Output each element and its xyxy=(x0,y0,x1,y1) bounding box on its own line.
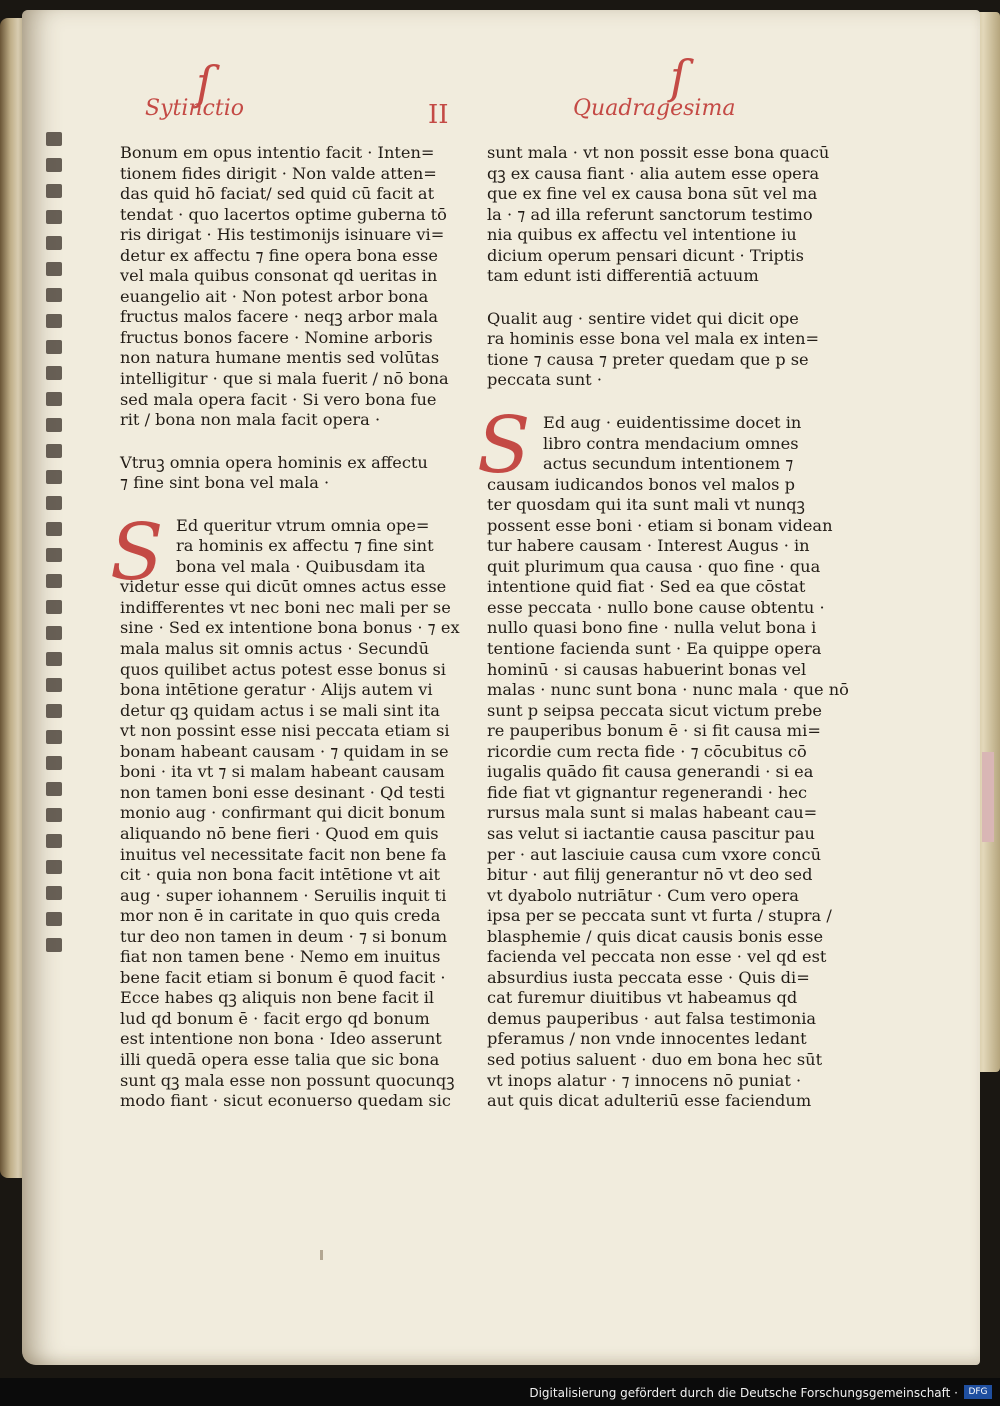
text-line: hominū · si causas habuerint bonas vel xyxy=(487,659,807,679)
text-line: aliquando nō bene fieri · Quod em quis xyxy=(120,823,439,843)
text-line: re pauperibus bonum ē · si fit causa mi= xyxy=(487,721,821,741)
text-line: intelligitur · que si mala fuerit / nō bona xyxy=(120,369,449,389)
text-line: sunt p seipsa peccata sicut victum prebe xyxy=(487,700,822,720)
text-line: ra hominis esse bona vel mala ex inten= xyxy=(487,329,820,349)
text-column-right xyxy=(477,143,849,1112)
text-line: sas velut si iactantie causa pascitur pau xyxy=(487,823,815,843)
text-line: tur deo non tamen in deum · ⁊ si bonum xyxy=(120,926,448,946)
ink-mark xyxy=(320,1250,323,1260)
text-line: vt inops alatur · ⁊ innocens nō puniat · xyxy=(487,1070,802,1090)
heading-flourish-left: ſ xyxy=(196,56,214,110)
text-line: tendat · quo lacertos optime guberna tō xyxy=(120,204,447,224)
text-line: iugalis quādo fit causa generandi · si ea xyxy=(487,762,814,782)
text-line: que ex fine vel ex causa bona sūt vel ma xyxy=(487,184,818,204)
text-line: Ecce habes qꝫ aliquis non bene facit il xyxy=(120,988,435,1008)
text-line: est intentione non bona · Ideo asserunt xyxy=(120,1029,442,1049)
text-column-left xyxy=(110,143,460,1112)
paragraph-with-initial xyxy=(477,401,849,1112)
paragraph-with-initial xyxy=(110,507,460,1112)
text-line: non natura humane mentis sed volūtas xyxy=(120,348,440,368)
text-line: aut quis dicat adulteriū esse faciendum xyxy=(487,1091,812,1111)
running-head-left: Sytinctio xyxy=(145,96,244,121)
paragraph xyxy=(487,143,830,287)
text-line: bona vel mala · Quibusdam ita xyxy=(176,556,426,576)
text-line: malas · nunc sunt bona · nunc mala · que nō xyxy=(487,680,849,700)
text-line: Ed queritur vtrum omnia ope= xyxy=(176,515,430,535)
text-line: esse peccata · nullo bone cause obtentu · xyxy=(487,597,825,617)
text-line: sed potius saluent · duo em bona hec sūt xyxy=(487,1049,823,1069)
text-line: actus secundum intentionem ⁊ xyxy=(543,454,794,474)
text-line: boni · ita vt ⁊ si malam habeant causam xyxy=(120,762,445,782)
text-line: nia quibus ex affectu vel intentione iu xyxy=(487,225,797,245)
text-line: sed mala opera facit · Si vero bona fue xyxy=(120,389,437,409)
text-line: blasphemie / quis dicat causis bonis esse xyxy=(487,926,824,946)
text-line: inuitus vel necessitate facit non bene fa xyxy=(120,844,447,864)
text-line: vel mala quibus consonat qd ueritas in xyxy=(120,266,438,286)
text-line: monio aug · confirmant qui dicit bonum xyxy=(120,803,446,823)
text-line: detur ex affectu ⁊ fine opera bona esse xyxy=(120,245,438,265)
text-line: detur qꝫ quidam actus i se mali sint ita xyxy=(120,700,440,720)
text-line: ra hominis ex affectu ⁊ fine sint xyxy=(176,536,434,556)
text-line: Ed aug · euidentissime docet in xyxy=(543,413,802,433)
text-line: dicium operum pensari dicunt · Triptis xyxy=(487,245,804,265)
text-line: ipsa per se peccata sunt vt furta / stupra / xyxy=(487,906,832,926)
text-line: indifferentes vt nec boni nec mali per se xyxy=(120,597,451,617)
text-line: per · aut lasciuie causa cum vxore concū xyxy=(487,844,821,864)
text-line: rursus mala sunt si malas habeant cau= xyxy=(487,803,818,823)
text-line: causam iudicandos bonos vel malos p xyxy=(487,474,795,494)
text-line: tionem fides dirigit · Non valde atten= xyxy=(120,163,437,183)
text-line: sunt mala · vt non possit esse bona quacū xyxy=(487,143,830,162)
text-line: tur habere causam · Interest Augus · in xyxy=(487,536,810,556)
text-line: la · ⁊ ad illa referunt sanctorum testimo xyxy=(487,204,813,224)
running-head-number: II xyxy=(428,100,449,130)
text-line: bene facit etiam si bonum ē quod facit · xyxy=(120,967,446,987)
running-head-right: Quadragesima xyxy=(573,96,736,121)
text-line: vt dyabolo nutriātur · Cum vero opera xyxy=(487,885,799,905)
dfg-logo: DFG xyxy=(964,1385,992,1399)
text-line: tione ⁊ causa ⁊ preter quedam que p se xyxy=(487,349,809,369)
text-line: fide fiat vt gignantur regenerandi · hec xyxy=(487,782,808,802)
text-line: ⁊ fine sint bona vel mala · xyxy=(120,473,330,493)
text-line: ricordie cum recta fide · ⁊ cōcubitus cō xyxy=(487,741,807,761)
text-line: qꝫ ex causa fiant · alia autem esse opera xyxy=(487,163,820,183)
text-line: pferamus / non vnde innocentes ledant xyxy=(487,1029,807,1049)
text-line: intentione quid fiat · Sed ea que cōstat xyxy=(487,577,806,597)
text-line: bona intētione geratur · Alijs autem vi xyxy=(120,680,433,700)
text-line: sine · Sed ex intentione bona bonus · ⁊ ex xyxy=(120,618,460,638)
text-line: demus pauperibus · aut falsa testimonia xyxy=(487,1008,817,1028)
text-line: bitur · aut filij generantur nō vt deo sed xyxy=(487,865,813,885)
text-line: cit · quia non bona facit intētione vt ait xyxy=(120,865,440,885)
text-line: cat furemur diuitibus vt habeamus qd xyxy=(487,988,798,1008)
text-line: modo fiant · sicut econuerso quedam sic xyxy=(120,1091,451,1111)
section-heading xyxy=(120,452,428,494)
text-line: fructus bonos facere · Nomine arboris xyxy=(120,327,433,347)
section-heading xyxy=(487,308,820,391)
funding-credit: Digitalisierung gefördert durch die Deutsche Forschungsgemeinschaft · xyxy=(529,1386,958,1400)
text-line: nullo quasi bono fine · nulla velut bona i xyxy=(487,618,817,638)
text-line: videtur esse qui dicūt omnes actus esse xyxy=(120,577,447,597)
text-line: possent esse boni · etiam si bonam videan xyxy=(487,515,833,535)
text-line: euangelio ait · Non potest arbor bona xyxy=(120,286,429,306)
text-line: non tamen boni esse desinant · Qd testi xyxy=(120,782,445,802)
text-line: Bonum em opus intentio facit · Inten= xyxy=(120,143,435,162)
text-line: fiat non tamen bene · Nemo em inuitus xyxy=(120,947,441,967)
text-line: mala malus sit omnis actus · Secundū xyxy=(120,639,430,659)
text-line: Qualit aug · sentire videt qui dicit ope xyxy=(487,308,799,328)
text-line: rit / bona non mala facit opera · xyxy=(120,410,381,430)
text-line: peccata sunt · xyxy=(487,370,602,390)
text-line: tentione facienda sunt · Ea quippe opera xyxy=(487,639,822,659)
text-line: sunt qꝫ mala esse non possunt quocunqꝫ xyxy=(120,1070,455,1090)
text-line: lud qd bonum ē · facit ergo qd bonum xyxy=(120,1008,430,1028)
text-line: vt non possint esse nisi peccata etiam si xyxy=(120,721,450,741)
text-line: quos quilibet actus potest esse bonus si xyxy=(120,659,446,679)
red-initial-letter: S xyxy=(110,507,164,598)
text-line: illi quedā opera esse talia que sic bona xyxy=(120,1049,440,1069)
text-line: fructus malos facere · neqꝫ arbor mala xyxy=(120,307,439,327)
paragraph xyxy=(120,143,449,431)
text-line: absurdius iusta peccata esse · Quis di= xyxy=(487,967,810,987)
text-line: aug · super iohannem · Seruilis inquit ti xyxy=(120,885,447,905)
text-line: bonam habeant causam · ⁊ quidam in se xyxy=(120,741,449,761)
text-line: quit plurimum qua causa · quo fine · qua xyxy=(487,556,821,576)
facing-page-fragment xyxy=(46,120,66,1160)
text-line: libro contra mendacium omnes xyxy=(543,433,799,453)
text-line: ter quosdam qui ita sunt mali vt nunqꝫ xyxy=(487,495,805,515)
red-initial-letter: S xyxy=(477,401,531,492)
text-line: Vtruꝫ omnia opera hominis ex affectu xyxy=(120,452,428,472)
text-line: tam edunt isti differentiā actuum xyxy=(487,266,759,286)
text-line: das quid hō faciat/ sed quid cū facit at xyxy=(120,184,435,204)
text-line: ris dirigat · His testimonijs isinuare vi= xyxy=(120,225,445,245)
text-line: mor non ē in caritate in quo quis creda xyxy=(120,906,441,926)
heading-flourish-right: ſ xyxy=(670,50,688,104)
text-line: facienda vel peccata non esse · vel qd est xyxy=(487,947,827,967)
